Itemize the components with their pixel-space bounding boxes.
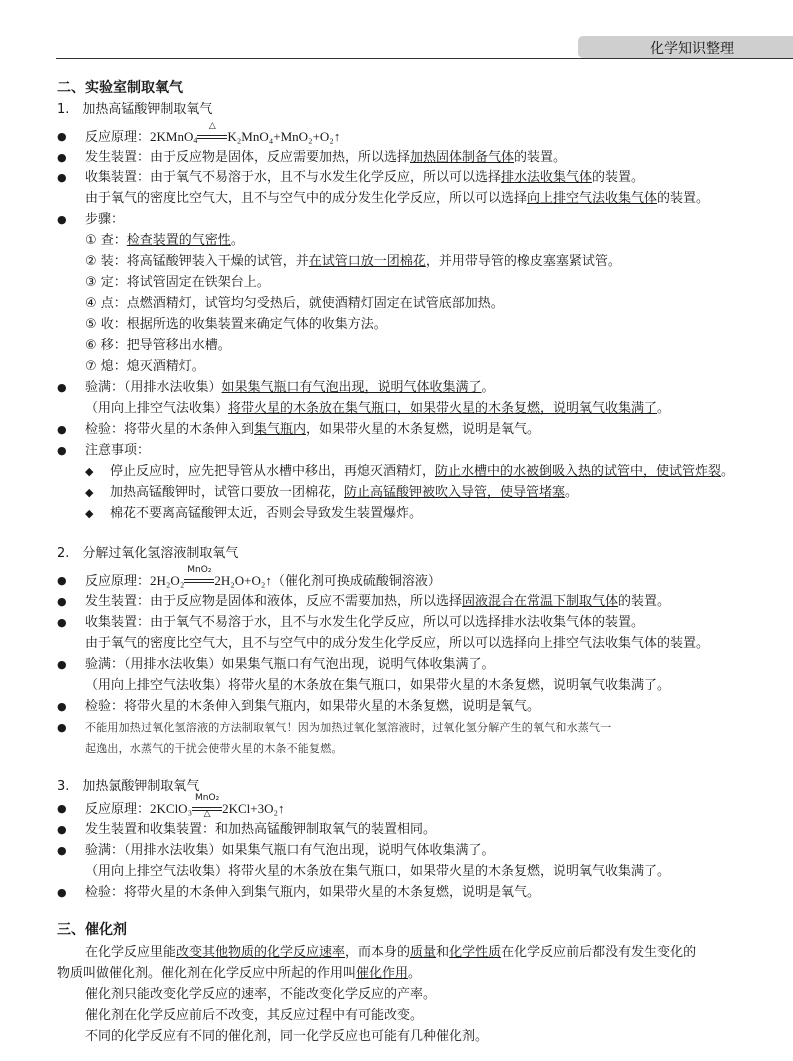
text: 发生装置：由于反应物是固体，反应需要加热，所以选择 (85, 150, 411, 165)
condition-label-heat: △ (203, 809, 211, 819)
diamond-icon: ◆ (85, 507, 94, 520)
text: 发生装置：由于反应物是固体和液体，反应不需要加热，所以选择 (85, 594, 463, 609)
products: 2KCl+3O₂↑ (222, 801, 285, 816)
bullet-icon: ● (57, 151, 67, 164)
text: ① 查： (85, 233, 127, 248)
key-term: 改变其他物质的化学反应速率 (176, 945, 346, 960)
step-1 (85, 232, 244, 250)
text: 收集装置：由于氧气不易溶于水，且不与水发生化学反应，所以可以选择 (85, 170, 502, 185)
label: 反应原理： (85, 574, 151, 589)
collection-apparatus: 收集装置：由于氧气不易溶于水，且不与水发生化学反应，所以可以选择排水法收集气体的装置。 (85, 615, 645, 630)
catalyst-point-3: 不同的化学反应有不同的催化剂，同一化学反应也可能有几种催化剂。 (85, 1029, 489, 1044)
condition-arrow (197, 121, 227, 143)
bullet-icon: ● (57, 844, 67, 857)
step-5: ⑤ 收：根据所选的收集装置来确定气体的收集方法。 (85, 317, 387, 332)
header-title: 化学知识整理 (650, 41, 734, 57)
text: （用向上排空气法收集） (85, 401, 229, 416)
method-title: 2. 分解过氧化氢溶液制取氧气 (57, 546, 239, 561)
step-4: ④ 点：点燃酒精灯，试管均匀受热后，就使酒精灯固定在试管底部加热。 (85, 296, 504, 311)
bullet-icon: ● (57, 886, 67, 899)
text: 的装置。 (592, 170, 645, 185)
bullet-icon: ● (57, 444, 67, 457)
text: 。 (408, 966, 422, 981)
bullet-icon: ● (57, 381, 67, 394)
catalyst-definition-1 (85, 944, 696, 962)
notes-title: 注意事项： (85, 443, 151, 458)
bullet-icon: ● (57, 595, 67, 608)
reactant: 2H₂O₂ (150, 573, 185, 588)
step-6: ⑥ 移：把导管移出水槽。 (85, 338, 231, 353)
bullet-icon: ● (57, 721, 67, 734)
text: 由于氧气的密度比空气大，且不与空气中的成分发生化学反应，所以可以选择 (85, 191, 528, 206)
key-term: 防止水槽中的水被倒吸入热的试管中，使试管炸裂 (435, 464, 722, 479)
text: 验满：（用排水法收集） (85, 380, 222, 395)
bullet-icon: ● (57, 130, 67, 143)
text: 。 (721, 464, 735, 479)
key-term: 如果集气瓶口有气泡出现，说明气体收集满了 (221, 380, 482, 395)
bullet-icon: ● (57, 658, 67, 671)
note-2 (110, 484, 578, 502)
text: 的装置。 (618, 594, 671, 609)
verify-full-1: 验满：（用排水法收集）如果集气瓶口有气泡出现，说明气体收集满了。 (85, 843, 495, 858)
key-term: 在试管口放一团棉花 (308, 254, 426, 269)
condition-label: MnO₂ (195, 793, 220, 803)
formula: 2KMnO (150, 129, 194, 144)
note-1 (110, 463, 734, 481)
method-title: 1. 加热高锰酸钾制取氧气 (57, 102, 213, 117)
bullet-icon: ● (57, 423, 67, 436)
catalyst-point-1: 催化剂只能改变化学反应的速率，不能改变化学反应的产率。 (85, 987, 437, 1002)
key-term: 排水法收集气体 (501, 170, 593, 185)
key-term: 防止高锰酸钾被吹入导管，使导管堵塞 (344, 485, 566, 500)
method-title: 3. 加热氯酸钾制取氧气 (57, 779, 200, 794)
verify-full-2 (85, 400, 670, 418)
text: 检验：将带火星的木条伸入到 (85, 422, 255, 437)
text: ，而本身的 (345, 945, 411, 960)
label: 反应原理： (85, 802, 151, 817)
catalyst-point-2: 催化剂在化学反应前后不改变，其反应过程中有可能改变。 (85, 1008, 424, 1023)
verify-full-1 (85, 379, 495, 397)
text: 在化学反应前后都没有发生变化的 (501, 945, 697, 960)
text: 。 (657, 401, 671, 416)
step-2 (85, 253, 621, 271)
condition-label: △ (208, 121, 216, 131)
key-term: 将带火星的木条放在集气瓶口，如果带火星的木条复燃，说明氧气收集满了 (228, 401, 658, 416)
reactant: 2KMnO$_4$ (150, 129, 198, 145)
condition-arrow (184, 565, 214, 587)
products: K₂MnO₄+MnO₂+O₂↑ (227, 129, 341, 144)
collection-apparatus-2 (85, 190, 709, 208)
key-term: 集气瓶内 (254, 422, 307, 437)
test-oxygen (85, 421, 540, 439)
verify-full-2: （用向上排空气法收集）将带火星的木条放在集气瓶口，如果带火星的木条复燃，说明氧气收集满了。 (85, 864, 671, 879)
reaction-principle (85, 565, 441, 590)
warning-line-2: 起逸出，水蒸气的干扰会使带火星的木条不能复燃。 (85, 742, 343, 755)
verify-full-1: 验满：（用排水法收集）如果集气瓶口有气泡出现，说明气体收集满了。 (85, 657, 495, 672)
text: 的装置。 (514, 150, 567, 165)
catalyst-definition-2 (57, 965, 421, 983)
note-3: 棉花不要离高锰酸钾太近，否则会导致发生装置爆炸。 (110, 506, 423, 521)
step-7: ⑦ 熄：熄灭酒精灯。 (85, 359, 205, 374)
text: 物质叫做催化剂。催化剂在化学反应中所起的作用叫 (57, 966, 357, 981)
condition-arrow (192, 793, 222, 819)
bullet-icon: ● (57, 802, 67, 815)
test-oxygen: 检验：将带火星的木条伸入到集气瓶内，如果带火星的木条复燃，说明是氧气。 (85, 885, 541, 900)
bullet-icon: ● (57, 171, 67, 184)
key-term: 质量 (410, 945, 437, 960)
label: 反应原理： (85, 130, 151, 145)
bullet-icon: ● (57, 700, 67, 713)
key-term: 化学性质 (449, 945, 502, 960)
steps-title: 步骤： (85, 212, 125, 227)
apparatus: 发生装置和收集装置：和加热高锰酸钾制取氧气的装置相同。 (85, 822, 437, 837)
bullet-icon: ● (57, 823, 67, 836)
step-3: ③ 定：将试管固定在铁架台上。 (85, 275, 270, 290)
text: 和 (436, 945, 450, 960)
key-term: 催化作用 (356, 966, 409, 981)
warning-line-1: 不能用加热过氧化氢溶液的方法制取氧气！因为加热过氧化氢溶液时，过氧化氢分解产生的氧气和水蒸气一 (85, 721, 612, 734)
text: 。 (230, 233, 244, 248)
section-title: 二、实验室制取氧气 (57, 80, 183, 96)
text: ，并用带导管的橡皮塞塞紧试管。 (425, 254, 621, 269)
generation-apparatus (85, 593, 670, 611)
key-term: 固液混合在常温下制取气体 (462, 594, 619, 609)
key-term: 加热固体制备气体 (410, 150, 515, 165)
bullet-icon: ● (57, 574, 67, 587)
reactant: 2KClO₃ (150, 801, 193, 816)
bullet-icon: ● (57, 213, 67, 226)
key-term: 向上排空气法收集气体 (527, 191, 658, 206)
collection-apparatus-2: 由于氧气的密度比空气大，且不与空气中的成分发生化学反应，所以可以选择向上排空气法收集气体的装置。 (85, 636, 710, 651)
generation-apparatus (85, 149, 566, 167)
verify-full-2: （用向上排空气法收集）将带火星的木条放在集气瓶口，如果带火星的木条复燃，说明氧气收集满了。 (85, 678, 671, 693)
text: ，如果带火星的木条复燃，说明是氧气。 (306, 422, 541, 437)
collection-apparatus (85, 169, 644, 187)
text: 加热高锰酸钾时，试管口要放一团棉花， (110, 485, 345, 500)
bullet-icon: ● (57, 616, 67, 629)
section-title: 三、催化剂 (57, 922, 127, 938)
diamond-icon: ◆ (85, 465, 94, 478)
header-divider (56, 58, 793, 59)
text: 。 (481, 380, 495, 395)
reaction-principle (85, 793, 285, 819)
text: 的装置。 (657, 191, 710, 206)
key-term: 检查装置的气密性 (126, 233, 231, 248)
diamond-icon: ◆ (85, 486, 94, 499)
text: ② 装：将高锰酸钾装入干燥的试管，并 (85, 254, 309, 269)
text: 在化学反应里能 (85, 945, 177, 960)
reaction-principle (85, 121, 341, 146)
test-oxygen: 检验：将带火星的木条伸入到集气瓶内，如果带火星的木条复燃，说明是氧气。 (85, 699, 541, 714)
text: 停止反应时，应先把导管从水槽中移出，再熄灭酒精灯， (110, 464, 436, 479)
condition-label: MnO₂ (187, 565, 212, 575)
products: 2H₂O+O₂↑（催化剂可换成硫酸铜溶液） (214, 573, 441, 588)
text: 。 (565, 485, 579, 500)
